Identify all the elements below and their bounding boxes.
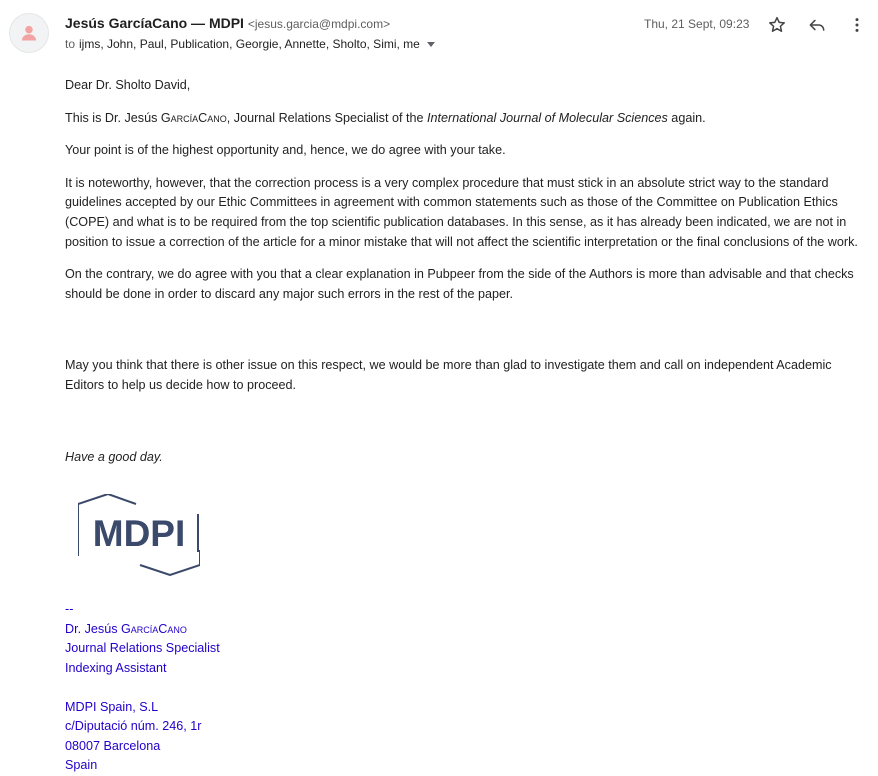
more-vert-icon <box>847 15 867 35</box>
paragraph-pubpeer: On the contrary, we do agree with you that a clear explanation in Pubpeer from the side of the Authors is more than advisable and that checks should be done in order to discard any major such errors in the rest of the paper. <box>65 267 854 301</box>
paragraph-intro: This is Dr. Jesús GarcíaCano, Journal Relations Specialist of the International Journal of Molecular Sciences again. <box>65 110 706 125</box>
signature-dashes: -- <box>65 602 74 616</box>
to-prefix: to <box>65 37 76 51</box>
recipients-list: ijms, John, Paul, Publication, Georgie, Annette, Sholto, Simi, me <box>79 37 420 51</box>
person-icon <box>19 23 39 43</box>
sender-email: <jesus.garcia@mdpi.com> <box>247 17 391 31</box>
reply-button[interactable] <box>805 13 829 37</box>
signature <box>65 600 220 776</box>
signature-role: Indexing Assistant <box>65 660 167 675</box>
reply-icon <box>807 15 827 35</box>
signature-name: Dr. Jesús GarcíaCano <box>65 621 187 636</box>
signature-city: 08007 Barcelona <box>65 738 161 753</box>
message-date: Thu, 21 Sept, 09:23 <box>644 17 750 31</box>
mdpi-logo <box>78 494 200 581</box>
svg-text:MDPI: MDPI <box>92 513 186 554</box>
sender-name[interactable]: Jesús GarcíaCano — MDPI <box>65 15 244 31</box>
closing: Have a good day. <box>65 449 163 464</box>
sender-line <box>65 15 390 31</box>
signature-country: Spain <box>65 758 98 772</box>
signature-title: Journal Relations Specialist <box>65 641 220 655</box>
signature-company: MDPI Spain, S.L <box>65 699 159 714</box>
paragraph-correction-process: It is noteworthy, however, that the correction process is a very complex procedure that must stick in an absolute strict way to the standard guidelines accepted by our Ethic Committees in agreement with common statements such as those of the Committee on Publication Ethics (COPE) and what is to be required from the top scientific publication databases. In this sense, as it has already been indicated, we are not in position to issue a correction of the article for a minor mistake that will not affect the scientific interpretation or the final conclusions of the work. <box>65 175 858 249</box>
more-options-button[interactable] <box>845 13 869 37</box>
sender-avatar[interactable] <box>9 13 49 53</box>
message-body <box>65 76 865 480</box>
chevron-down-icon[interactable] <box>427 42 435 47</box>
star-icon <box>767 15 787 35</box>
star-button[interactable] <box>765 13 789 37</box>
greeting: Dear Dr. Sholto David, <box>65 78 191 92</box>
signature-street: c/Diputació núm. 246, 1r <box>65 719 202 733</box>
paragraph-opportunity: Your point is of the highest opportunity and, hence, we do agree with your take. <box>65 143 506 158</box>
paragraph-other-issues: May you think that there is other issue on this respect, we would be more than glad to investigate them and call on independent Academic Editors to help us decide how to proceed. <box>65 358 832 392</box>
recipients-line[interactable] <box>65 37 435 51</box>
